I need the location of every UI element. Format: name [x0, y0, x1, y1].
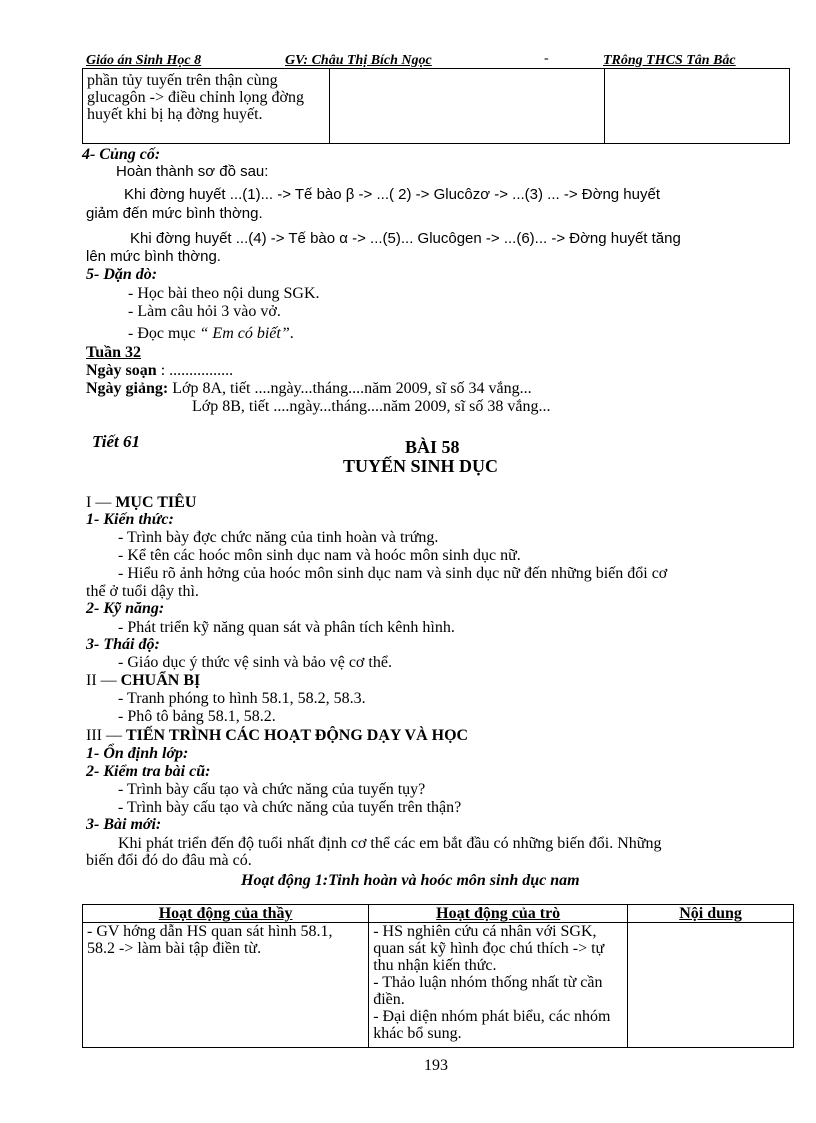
continuation-table — [82, 68, 790, 144]
empty-cell — [330, 69, 605, 144]
student-activity-item: - HS nghiên cứu cá nhân với SGK, quan sát kỹ hình đọc chú thích -> tự thu nhận kiến thức. — [373, 923, 605, 974]
header-teacher: GV: Châu Thị Bích Ngọc — [285, 53, 432, 68]
kien-thuc-item: - Trình bày đợc chức năng của tinh hoàn và trứng. — [118, 529, 439, 546]
lesson-number: BÀI 58 — [405, 437, 460, 457]
cung-co-line2b: lên mức bình thờng. — [86, 248, 221, 265]
bai-moi-heading: 3- Bài mới: — [86, 816, 162, 833]
ky-nang-heading: 2- Kỹ năng: — [86, 600, 165, 617]
dan-do-item: - Làm câu hỏi 3 vào vở. — [128, 303, 281, 320]
kiem-tra-item: - Trình bày cấu tạo và chức năng của tuyến trên thận? — [118, 799, 462, 816]
ngay-soan — [86, 362, 233, 379]
ngay-giang-class-8a: Lớp 8A, tiết ....ngày...tháng....năm 2009, sĩ số 34 vắng... — [168, 380, 532, 397]
teacher-activity-cell: - GV hớng dẫn HS quan sát hình 58.1, 58.2 -> làm bài tập điền từ. — [83, 923, 369, 1048]
hoat-dong-1-title: Hoạt động 1:Tinh hoàn và hoóc môn sinh dục nam — [241, 872, 580, 889]
student-activity-cell — [369, 923, 628, 1048]
tien-trinh-heading: TIẾN TRÌNH CÁC HOẠT ĐỘNG DẠY VÀ HỌC — [125, 727, 469, 744]
chuan-bi-item: - Tranh phóng to hình 58.1, 58.2, 58.3. — [118, 690, 366, 707]
header-dash: - — [544, 51, 549, 66]
ngay-giang — [86, 380, 532, 397]
ngay-soan-value: : ................ — [156, 362, 234, 379]
lesson-title: TUYẾN SINH DỤC — [343, 456, 499, 476]
dan-do-item: - Học bài theo nội dung SGK. — [128, 285, 320, 302]
section-muc-tieu — [86, 494, 196, 511]
empty-cell — [605, 69, 790, 144]
tiet-label: Tiết 61 — [92, 432, 140, 451]
kiem-tra-item: - Trình bày cấu tạo và chức năng của tuyến tụy? — [118, 781, 426, 798]
bai-moi-line: Khi phát triển đến độ tuổi nhất định cơ thể các em bắt đầu có những biến đổi. Những — [118, 835, 662, 852]
section-chuan-bi — [86, 672, 200, 689]
kien-thuc-item: - Kể tên các hoóc môn sinh dục nam và hoóc môn sinh dục nữ. — [118, 547, 521, 564]
ngay-giang-class-8b: Lớp 8B, tiết ....ngày...tháng....năm 2009, sĩ số 38 vắng... — [192, 398, 551, 415]
thai-do-heading: 3- Thái độ: — [86, 636, 160, 653]
tien-trinh-prefix: III — — [86, 727, 126, 744]
dan-do-item — [128, 325, 294, 342]
bai-moi-line: biến đổi đó do đâu mà có. — [86, 852, 252, 869]
kien-thuc-item-cont: thể ở tuổi dậy thì. — [86, 583, 199, 600]
continuation-cell: phần tủy tuyến trên thận cùng glucagôn -> điều chỉnh lọng đờng huyết khi bị hạ đờng huyết. — [83, 69, 330, 144]
dan-do-item3-prefix: - Đọc mục — [128, 325, 200, 342]
section-cung-co: 4- Củng cố: — [82, 146, 161, 163]
chuan-bi-heading: CHUẨN BỊ — [120, 672, 201, 689]
section-tien-trinh — [86, 727, 468, 744]
section-dan-do: 5- Dặn dò: — [86, 266, 158, 283]
student-activity-item: - Thảo luận nhóm thống nhất từ cần điền. — [373, 974, 603, 1008]
student-activity-item: - Đại diện nhóm phát biểu, các nhóm khác bổ sung. — [373, 1008, 611, 1042]
thai-do-item: - Giáo dục ý thức vệ sinh và bảo vệ cơ thể. — [118, 654, 392, 671]
tuan-label: Tuần 32 — [86, 344, 141, 361]
table-header: Hoạt động của trò — [369, 905, 628, 923]
muc-tieu-prefix: I — — [86, 494, 116, 511]
kien-thuc-item: - Hiểu rõ ảnh hởng của hoóc môn sinh dục nam và sinh dục nữ đến những biến đổi cơ — [118, 565, 668, 582]
ngay-soan-label: Ngày soạn — [86, 362, 157, 379]
page-number: 193 — [424, 1057, 448, 1074]
kien-thuc-heading: 1- Kiến thức: — [86, 511, 174, 528]
chuan-bi-item: - Phô tô bảng 58.1, 58.2. — [118, 708, 276, 725]
dan-do-item3-title: “ Em có biết” — [199, 325, 290, 342]
header-school: TRông THCS Tân Bắc — [603, 53, 736, 68]
activity-table — [82, 904, 794, 1048]
kiem-tra-heading: 2- Kiểm tra bài cũ: — [86, 763, 211, 780]
cung-co-line2: Khi đờng huyết ...(4) -> Tế bào α -> ...(5)... Glucôgen -> ...(6)... -> Đờng huyết tăng — [130, 230, 681, 247]
table-header: Nội dung — [628, 905, 794, 923]
header-subject: Giáo án Sinh Học 8 — [86, 53, 202, 68]
ngay-giang-label: Ngày giảng: — [86, 380, 169, 397]
cung-co-line1: Khi đờng huyết ...(1)... -> Tế bào β -> ...( 2) -> Glucôzơ -> ...(3) ... -> Đờng huyết — [124, 186, 660, 203]
cung-co-intro: Hoàn thành sơ đồ sau: — [116, 163, 269, 180]
dan-do-item3-suffix: . — [289, 325, 294, 342]
on-dinh-heading: 1- Ổn định lớp: — [86, 745, 189, 762]
ky-nang-item: - Phát triển kỹ năng quan sát và phân tích kênh hình. — [118, 619, 455, 636]
chuan-bi-prefix: II — — [86, 672, 121, 689]
cung-co-line1b: giảm đến mức bình thờng. — [86, 205, 263, 222]
content-cell — [628, 923, 794, 1048]
table-header: Hoạt động của thầy — [83, 905, 369, 923]
muc-tieu-heading: MỤC TIÊU — [115, 494, 197, 511]
